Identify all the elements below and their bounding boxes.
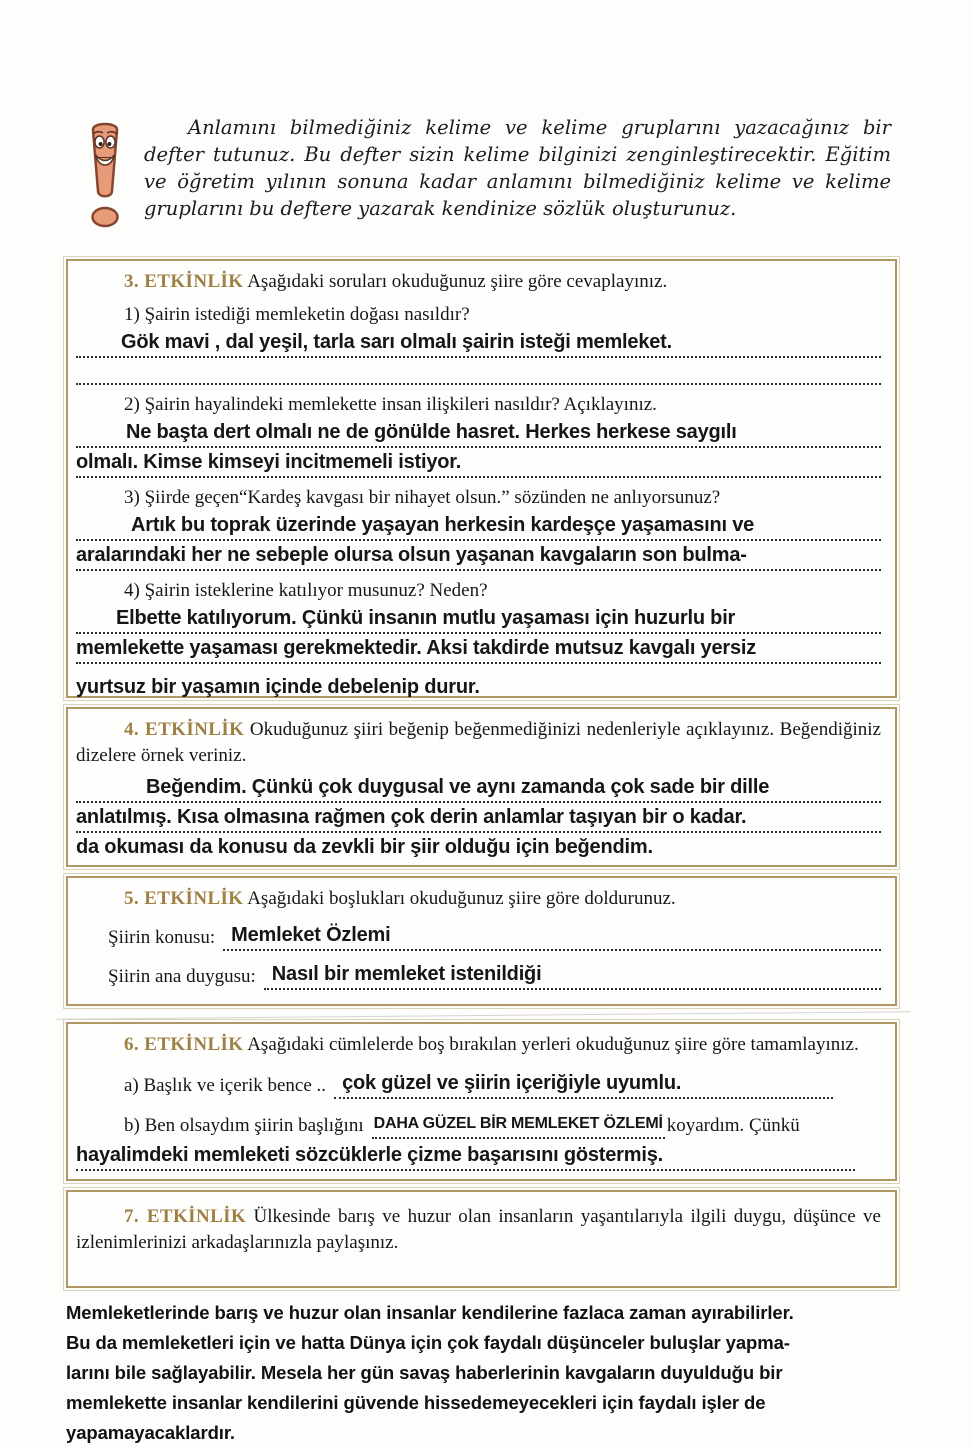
item-b-row <box>76 1111 881 1139</box>
activity-7-box <box>66 1190 897 1288</box>
answer-2-line-2: olmalı. Kimse kimseyi incitmemeli istiyor. <box>76 448 881 478</box>
note-text: Anlamını bilmediğiniz kelime ve kelime gruplarını yazacağınız bir defter tutunuz. Bu defter sizin kelime bilginizi zenginleştirecektir. Eğitim ve öğretim yılının sonuna kadar anlamını bilmediğiniz kelime ve kelime gruplarını bu deftere yazarak kendinize sözlük oluşturunuz. <box>144 116 891 220</box>
item-a-row <box>76 1070 881 1099</box>
poem-topic-row <box>76 922 881 951</box>
answer-4-line-3: yurtsuz bir yaşamın içinde debelenip durur. <box>76 676 480 698</box>
activity-4-answer-line-2: anlatılmış. Kısa olmasına rağmen çok derin anlamlar taşıyan bir o kadar. <box>76 803 881 833</box>
activity-3-prompt: Aşağıdaki soruları okuduğunuz şiire göre cevaplayınız. <box>247 271 668 292</box>
poem-topic-label: Şiirin konusu: <box>108 927 216 948</box>
answer-4-line-2: memlekette yaşaması gerekmektedir. Aksi takdirde mutsuz kavgalı yersiz <box>76 634 881 664</box>
activity-5-heading <box>76 886 881 912</box>
item-b-answer-line-2: hayalimdeki memleketi sözcüklerle çizme başarısını göstermiş. <box>76 1141 855 1171</box>
answer-1-blank-line <box>76 358 881 385</box>
activity-6-prompt: Aşağıdaki cümlelerde boş bırakılan yerleri okuduğunuz şiire göre tamamlayınız. <box>247 1034 859 1055</box>
item-a-answer: çok güzel ve şiirin içeriğiyle uyumlu. <box>334 1070 833 1099</box>
activity-4-title: 4. ETKİNLİK <box>124 719 245 740</box>
poem-main-feeling-label: Şiirin ana duygusu: <box>108 966 256 987</box>
closing-answer-paragraph <box>66 1298 897 1448</box>
poem-main-feeling-answer: Nasıl bir memleket istenildiği <box>264 961 881 990</box>
activity-7-title: 7. ETKİNLİK <box>124 1206 247 1227</box>
scan-artifact-line <box>56 1011 911 1019</box>
closing-line-3: larını bile sağlayabilir. Mesela her gün savaş haberlerinin kavgaların duyulduğu bir <box>66 1362 783 1383</box>
activity-5-title: 5. ETKİNLİK <box>124 888 244 909</box>
activity-4-prompt: Okuduğunuz şiiri beğenip beğenmediğinizi nedenleriyle açıklayınız. Beğendiğiniz dizelere örnek veriniz. <box>76 719 881 766</box>
question-4: 4) Şairin isteklerine katılıyor musunuz? Neden? <box>124 580 488 601</box>
exclamation-mark-icon <box>78 120 132 237</box>
item-b-answer-title: DAHA GÜZEL BİR MEMLEKET ÖZLEMİ <box>372 1111 665 1139</box>
poem-topic-answer: Memleket Özlemi <box>223 922 881 951</box>
activity-6-title: 6. ETKİNLİK <box>124 1034 244 1055</box>
question-1: 1) Şairin istediği memleketin doğası nasıldır? <box>124 304 470 325</box>
activity-4-heading <box>76 717 881 769</box>
poem-main-feeling-row <box>76 961 881 990</box>
closing-line-4: memlekette insanlar kendilerini güvende hissedemeyecekleri için faydalı işler de <box>66 1392 766 1413</box>
activity-3-title: 3. ETKİNLİK <box>124 271 244 292</box>
note-section <box>78 114 891 237</box>
closing-line-1: Memleketlerinde barış ve huzur olan insanlar kendilerine fazlaca zaman ayırabilirler. <box>66 1302 794 1323</box>
question-3: 3) Şiirde geçen“Kardeş kavgası bir nihayet olsun.” sözünden ne anlıyorsunuz? <box>124 487 721 508</box>
activity-6-heading <box>76 1032 881 1058</box>
item-b-suffix: koyardım. Çünkü <box>666 1115 800 1136</box>
activity-7-heading <box>76 1204 881 1256</box>
question-2: 2) Şairin hayalindeki memlekette insan ilişkileri nasıldır? Açıklayınız. <box>124 394 657 415</box>
closing-line-5: yapamayacaklardır. <box>66 1422 235 1443</box>
item-b-label: b) Ben olsaydım şiirin başlığını <box>124 1115 364 1136</box>
answer-3-line-1: Artık bu toprak üzerinde yaşayan herkesin kardeşçe yaşamasını ve <box>76 511 881 541</box>
answer-1-line: Gök mavi , dal yeşil, tarla sarı olmalı şairin isteği memleket. <box>76 328 881 358</box>
activity-6-box <box>66 1022 897 1181</box>
activity-4-answer-line-1: Beğendim. Çünkü çok duygusal ve aynı zamanda çok sade bir dille <box>76 773 881 803</box>
closing-line-2: Bu da memleketleri için ve hatta Dünya için çok faydalı düşünceler buluşlar yapma- <box>66 1332 790 1353</box>
activity-4-box <box>66 707 897 867</box>
item-a-label: a) Başlık ve içerik bence .. <box>124 1075 327 1096</box>
activity-3-heading <box>76 269 881 295</box>
activity-5-box <box>66 876 897 1006</box>
answer-3-line-2: aralarındaki her ne sebeple olursa olsun yaşanan kavgaların son bulma- <box>76 541 881 571</box>
activity-5-prompt: Aşağıdaki boşlukları okuduğunuz şiire göre doldurunuz. <box>247 888 676 909</box>
activity-7-prompt: Ülkesinde barış ve huzur olan insanların yaşantılarıyla ilgili duygu, düşünce ve izlenimlerinizi arkadaşlarınızla paylaşınız. <box>76 1206 881 1253</box>
activity-3-box <box>66 259 897 698</box>
answer-2-line-1: Ne başta dert olmalı ne de gönülde hasret. Herkes herkese saygılı <box>76 418 881 448</box>
answer-4-line-1: Elbette katılıyorum. Çünkü insanın mutlu yaşaması için huzurlu bir <box>76 604 881 634</box>
activity-4-answer-line-3: da okuması da konusu da zevkli bir şiir olduğu için beğendim. <box>76 836 653 858</box>
